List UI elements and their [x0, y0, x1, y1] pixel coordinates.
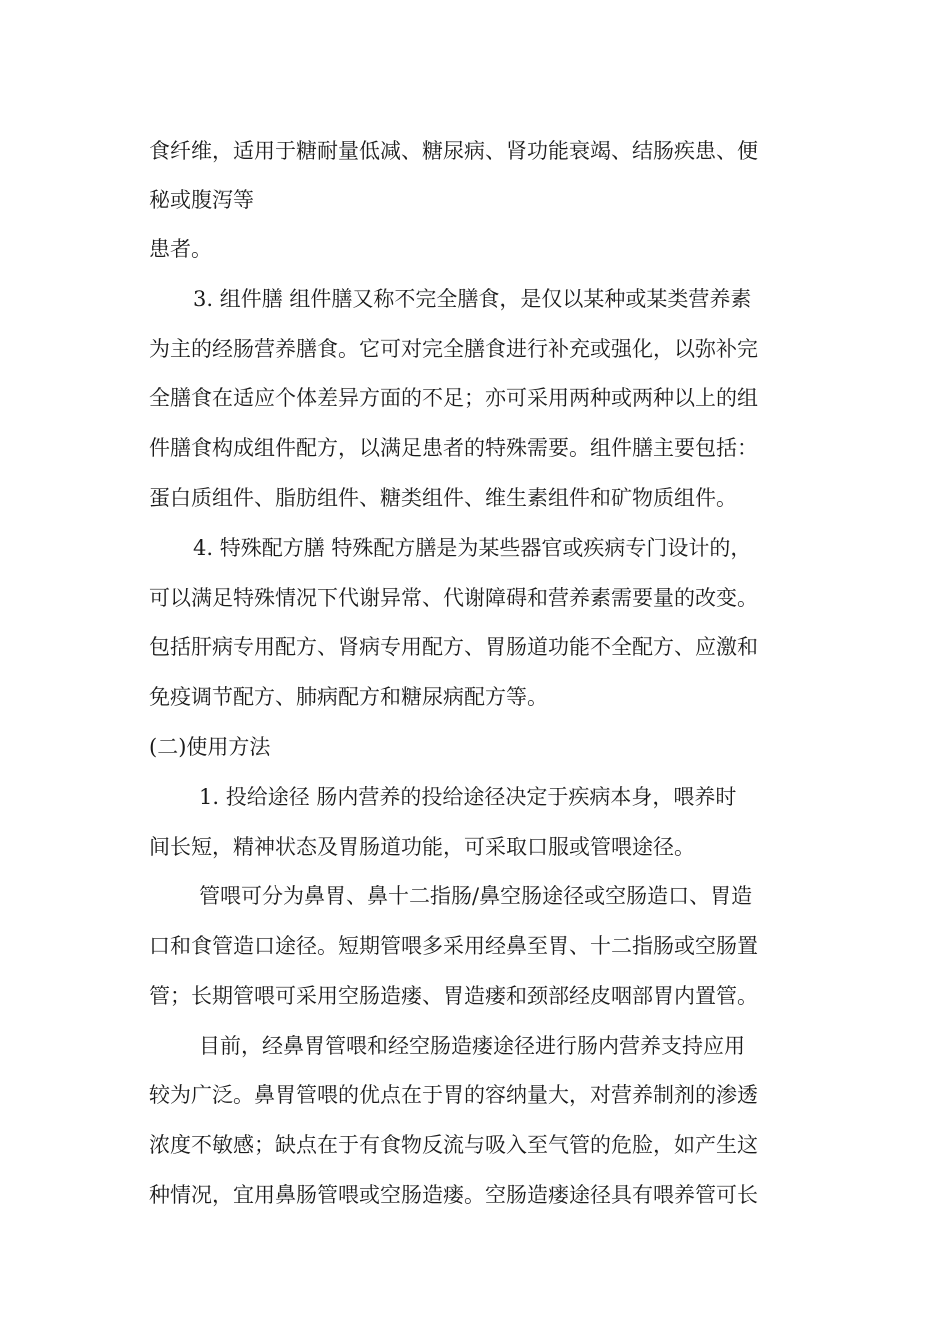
- text-line: 较为广泛。鼻胃管喂的优点在于胃的容纳量大，对营养制剂的渗透: [149, 1083, 758, 1107]
- text-line: 间长短，精神状态及胃肠道功能，可采取口服或管喂途径。: [149, 835, 695, 859]
- text-line: 食纤维，适用于糖耐量低减、糖尿病、肾功能衰竭、结肠疾患、便: [149, 139, 758, 163]
- section-heading: (二)使用方法: [149, 735, 271, 759]
- text-line: 件膳食构成组件配方，以满足患者的特殊需要。组件膳主要包括：: [149, 436, 758, 460]
- text-line: 患者。: [149, 237, 212, 261]
- paragraph-start-line: 3. 组件膳 组件膳又称不完全膳食，是仅以某种或某类营养素: [193, 287, 752, 311]
- text-line: 免疫调节配方、肺病配方和糖尿病配方等。: [149, 685, 548, 709]
- text-line: 浓度不敏感；缺点在于有食物反流与吸入至气管的危脸，如产生这: [149, 1133, 758, 1157]
- text-line: 蛋白质组件、脂肪组件、糖类组件、维生素组件和矿物质组件。: [149, 486, 737, 510]
- paragraph-start-line: 1. 投给途径 肠内营养的投给途径决定于疾病本身，喂养时: [199, 785, 737, 809]
- text-line: 秘或腹泻等: [149, 188, 254, 212]
- text-line: 口和食管造口途径。短期管喂多采用经鼻至胃、十二指肠或空肠置: [149, 934, 758, 958]
- text-line: 种情况，宜用鼻肠管喂或空肠造瘘。空肠造瘘途径具有喂养管可长: [149, 1183, 758, 1207]
- paragraph-start-line: 目前，经鼻胃管喂和经空肠造瘘途径进行肠内营养支持应用: [199, 1034, 745, 1058]
- text-line: 全膳食在适应个体差异方面的不足；亦可采用两种或两种以上的组: [149, 386, 758, 410]
- paragraph-start-line: 管喂可分为鼻胃、鼻十二指肠/鼻空肠途径或空肠造口、胃造: [199, 884, 753, 908]
- text-line: 管；长期管喂可采用空肠造瘘、胃造瘘和颈部经皮咽部胃内置管。: [149, 984, 758, 1008]
- paragraph-start-line: 4. 特殊配方膳 特殊配方膳是为某些器官或疾病专门设计的，: [193, 536, 752, 560]
- text-line: 包括肝病专用配方、肾病专用配方、胃肠道功能不全配方、应激和: [149, 635, 758, 659]
- text-line: 可以满足特殊情况下代谢异常、代谢障碍和营养素需要量的改变。: [149, 586, 758, 610]
- text-line: 为主的经肠营养膳食。它可对完全膳食进行补充或强化，以弥补完: [149, 337, 758, 361]
